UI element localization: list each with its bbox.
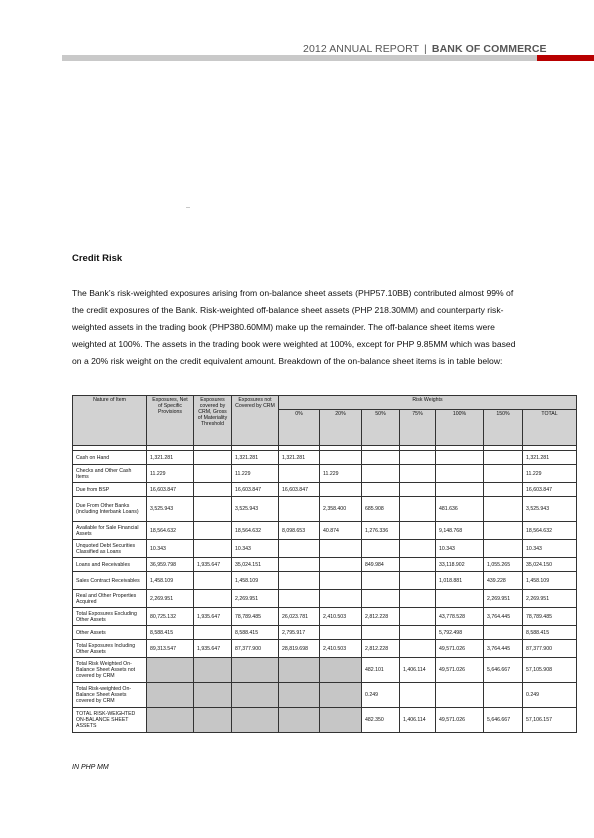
table-cell	[147, 683, 194, 708]
table-cell	[400, 497, 436, 522]
table-cell: 482.350	[362, 708, 400, 733]
table-cell	[279, 590, 320, 608]
table-cell	[279, 497, 320, 522]
table-cell	[484, 683, 523, 708]
row-label: Loans and Receivables	[73, 558, 147, 572]
risk-weights-table	[72, 395, 577, 733]
table-cell	[194, 465, 232, 483]
table-cell: 26,023.781	[279, 608, 320, 626]
table-cell: 36,959.798	[147, 558, 194, 572]
header-rw-20: 20%	[320, 410, 362, 446]
table-cell: 439.228	[484, 572, 523, 590]
table-cell	[362, 626, 400, 640]
table-cell	[194, 590, 232, 608]
table-cell: 1,935.647	[194, 640, 232, 658]
table-cell	[194, 683, 232, 708]
table-cell	[194, 572, 232, 590]
table-cell	[320, 683, 362, 708]
header-rw-0: 0%	[279, 410, 320, 446]
table-cell: 1,458.109	[147, 572, 194, 590]
table-cell: 10.343	[232, 540, 279, 558]
table-cell: 1,458.109	[523, 572, 577, 590]
row-label: Due from BSP	[73, 483, 147, 497]
table-cell	[400, 572, 436, 590]
table-cell	[232, 683, 279, 708]
header-rw-75: 75%	[400, 410, 436, 446]
table-cell	[320, 708, 362, 733]
table-cell	[279, 708, 320, 733]
header-total: TOTAL	[523, 410, 577, 446]
row-label: Real and Other Properties Acquired	[73, 590, 147, 608]
table-body	[73, 446, 577, 733]
table-cell: 3,764.445	[484, 640, 523, 658]
table-cell: 16,603.847	[147, 483, 194, 497]
table-cell: 685.908	[362, 497, 400, 522]
table-row	[73, 497, 577, 522]
table-cell: 57,105.908	[523, 658, 577, 683]
row-label: Cash on Hand	[73, 451, 147, 465]
table-cell	[194, 483, 232, 497]
table-cell: 849.984	[362, 558, 400, 572]
table-cell: 3,525.943	[523, 497, 577, 522]
table-cell: 2,269.951	[147, 590, 194, 608]
table-cell: 35,024.151	[232, 558, 279, 572]
table-cell: 1,321.281	[232, 451, 279, 465]
table-row	[73, 451, 577, 465]
table-cell	[484, 497, 523, 522]
table-cell	[279, 558, 320, 572]
table-row	[73, 608, 577, 626]
table-cell: 5,646.667	[484, 708, 523, 733]
table-cell	[400, 626, 436, 640]
header-exposures-net: Exposures, Net of Specific Provisions	[147, 396, 194, 446]
table-cell: 57,106.157	[523, 708, 577, 733]
table-cell	[362, 540, 400, 558]
table-cell: 18,564.632	[232, 522, 279, 540]
row-label: Unquoted Debt Securities Classified as Loans	[73, 540, 147, 558]
table-cell	[436, 590, 484, 608]
table-cell	[436, 465, 484, 483]
table-cell: 9,148.768	[436, 522, 484, 540]
table-cell	[400, 590, 436, 608]
table-cell: 33,118.902	[436, 558, 484, 572]
table-cell: 2,410.503	[320, 640, 362, 658]
summary-row	[73, 683, 577, 708]
row-label: Checks and Other Cash Items	[73, 465, 147, 483]
table-cell: 49,571.026	[436, 640, 484, 658]
table-cell: 16,603.847	[232, 483, 279, 497]
table-cell	[147, 708, 194, 733]
table-cell: 481.636	[436, 497, 484, 522]
header-rule	[62, 55, 537, 61]
table-cell	[400, 465, 436, 483]
table-cell	[320, 540, 362, 558]
table-cell: 1,321.281	[147, 451, 194, 465]
table-row	[73, 540, 577, 558]
table-cell: 8,098.653	[279, 522, 320, 540]
table-cell: 78,789.485	[232, 608, 279, 626]
table-cell: 2,269.951	[523, 590, 577, 608]
table-cell	[400, 522, 436, 540]
row-label: Other Assets	[73, 626, 147, 640]
header-exposures-not-covered: Exposures not Covered by CRM	[232, 396, 279, 446]
table-cell	[320, 626, 362, 640]
table-row	[73, 572, 577, 590]
table-cell: 78,789.485	[523, 608, 577, 626]
table-cell: 87,377.900	[232, 640, 279, 658]
table-cell: 2,795.917	[279, 626, 320, 640]
table-cell	[362, 590, 400, 608]
table-row	[73, 483, 577, 497]
table-cell: 43,778.528	[436, 608, 484, 626]
table-cell: 1,018.881	[436, 572, 484, 590]
table-cell	[232, 658, 279, 683]
table-cell: 89,313.547	[147, 640, 194, 658]
table-cell	[320, 483, 362, 497]
table-cell: 10.343	[523, 540, 577, 558]
bank-name: BANK OF COMMERCE	[431, 43, 547, 55]
table-cell: 2,269.951	[484, 590, 523, 608]
table-cell	[484, 451, 523, 465]
table-cell	[320, 451, 362, 465]
table-cell: 0.249	[523, 683, 577, 708]
table-cell: 5,792.498	[436, 626, 484, 640]
table-cell: 49,571.026	[436, 708, 484, 733]
row-label: Sales Contract Receivables	[73, 572, 147, 590]
table-cell	[484, 483, 523, 497]
table-cell: 11.229	[147, 465, 194, 483]
table-cell	[484, 626, 523, 640]
table-cell	[400, 558, 436, 572]
table-cell	[279, 465, 320, 483]
table-cell: 5,646.667	[484, 658, 523, 683]
row-label: Total Exposures Excluding Other Assets	[73, 608, 147, 626]
table-cell: 2,269.951	[232, 590, 279, 608]
table-cell	[194, 626, 232, 640]
table-cell	[484, 540, 523, 558]
table-cell	[279, 658, 320, 683]
table-cell: 2,358.400	[320, 497, 362, 522]
table-cell: 18,564.632	[523, 522, 577, 540]
row-label: Total Exposures Including Other Assets	[73, 640, 147, 658]
table-cell: 18,564.632	[147, 522, 194, 540]
header-nature: Nature of Item	[73, 396, 147, 446]
table-cell	[194, 451, 232, 465]
table-cell: 1,935.647	[194, 608, 232, 626]
row-label: Total Risk Weighted On-Balance Sheet Assets not covered by CRM	[73, 658, 147, 683]
row-label: TOTAL RISK-WEIGHTED ON-BALANCE SHEET ASSETS	[73, 708, 147, 733]
table-cell: 3,764.445	[484, 608, 523, 626]
table-cell: 35,024.150	[523, 558, 577, 572]
table-cell: 1,276.336	[362, 522, 400, 540]
table-cell	[279, 540, 320, 558]
table-cell: 10.343	[147, 540, 194, 558]
summary-row	[73, 658, 577, 683]
row-label: Due From Other Banks (including Interbank Loans)	[73, 497, 147, 522]
table-cell: 80,725.132	[147, 608, 194, 626]
table-cell: 2,410.503	[320, 608, 362, 626]
table-cell	[279, 572, 320, 590]
table-cell	[194, 540, 232, 558]
table-cell	[436, 683, 484, 708]
header-separator: |	[424, 43, 427, 55]
divider-mark	[186, 207, 190, 208]
table-cell: 482.101	[362, 658, 400, 683]
summary-row	[73, 708, 577, 733]
table-cell: 3,525.943	[232, 497, 279, 522]
table-cell	[400, 451, 436, 465]
table-cell	[194, 708, 232, 733]
table-cell: 0.249	[362, 683, 400, 708]
section-title: Credit Risk	[72, 253, 123, 264]
header-rw-100: 100%	[436, 410, 484, 446]
table-row	[73, 522, 577, 540]
table-cell	[400, 608, 436, 626]
table-row	[73, 590, 577, 608]
table-cell	[320, 572, 362, 590]
table-cell: 1,406.114	[400, 658, 436, 683]
table-cell	[194, 522, 232, 540]
table-cell	[194, 658, 232, 683]
report-year-title: 2012 ANNUAL REPORT	[303, 43, 419, 55]
table-cell: 49,571.026	[436, 658, 484, 683]
table-row	[73, 558, 577, 572]
table-cell	[484, 522, 523, 540]
table-cell: 11.229	[523, 465, 577, 483]
table-cell: 1,321.281	[279, 451, 320, 465]
table-cell: 2,812.228	[362, 640, 400, 658]
table-cell	[232, 708, 279, 733]
table-cell	[320, 590, 362, 608]
table-cell	[436, 451, 484, 465]
table-cell	[279, 683, 320, 708]
table-cell: 8,588.415	[523, 626, 577, 640]
table-cell	[400, 640, 436, 658]
table-cell: 1,055.265	[484, 558, 523, 572]
table-cell: 40.874	[320, 522, 362, 540]
header-rw-150: 150%	[484, 410, 523, 446]
table-cell: 11.229	[232, 465, 279, 483]
table-cell: 16,603.847	[279, 483, 320, 497]
table-cell: 2,812.228	[362, 608, 400, 626]
table-row	[73, 640, 577, 658]
table-cell	[436, 483, 484, 497]
report-header	[303, 43, 547, 55]
table-cell: 11.229	[320, 465, 362, 483]
table-cell	[484, 465, 523, 483]
table-cell: 1,458.109	[232, 572, 279, 590]
table-cell	[362, 483, 400, 497]
header-exposures-covered: Exposures covered by CRM, Gross of Materiality Threshold	[194, 396, 232, 446]
table-cell: 8,588.415	[232, 626, 279, 640]
section-paragraph: The Bank’s risk-weighted exposures arising from on-balance sheet assets (PHP57.10BB) contributed almost 99% of the credit exposures of the Bank. Risk-weighted off-balance sheet assets (PHP 218.30MM) and counterparty risk-weighted assets in the trading book (PHP380.60MM) make up the remainder. The off-balance sheet items were weighted at 100%. The assets in the trading book were weighted at 100%, except for PHP 9.85MM which was based on a 20% risk weight on the credit equivalent amount. Breakdown of the on-balance sheet items is in table below:	[72, 288, 516, 366]
table-cell	[400, 540, 436, 558]
table-cell	[400, 683, 436, 708]
table-cell: 10.343	[436, 540, 484, 558]
header-rw-50: 50%	[362, 410, 400, 446]
table-cell	[147, 658, 194, 683]
table-cell	[362, 572, 400, 590]
row-label: Total Risk-weighted On-Balance Sheet Assets covered by CRM	[73, 683, 147, 708]
table-cell: 1,321.281	[523, 451, 577, 465]
table-row	[73, 465, 577, 483]
row-label: Available for Sale Financial Assets	[73, 522, 147, 540]
table-cell: 28,819.698	[279, 640, 320, 658]
table-cell: 16,603.847	[523, 483, 577, 497]
table-cell	[362, 451, 400, 465]
table-cell: 3,525.943	[147, 497, 194, 522]
table-cell: 1,935.647	[194, 558, 232, 572]
table-cell	[400, 483, 436, 497]
table-cell	[320, 658, 362, 683]
table-cell	[194, 497, 232, 522]
table-cell: 1,406.114	[400, 708, 436, 733]
table-row	[73, 626, 577, 640]
table-cell	[320, 558, 362, 572]
units-footnote: IN PHP MM	[72, 764, 109, 771]
table-cell: 87,377.900	[523, 640, 577, 658]
header-risk-weights: Risk Weights	[279, 396, 577, 410]
table-cell: 8,588.415	[147, 626, 194, 640]
table-cell	[362, 465, 400, 483]
header-rule-accent	[537, 55, 594, 61]
